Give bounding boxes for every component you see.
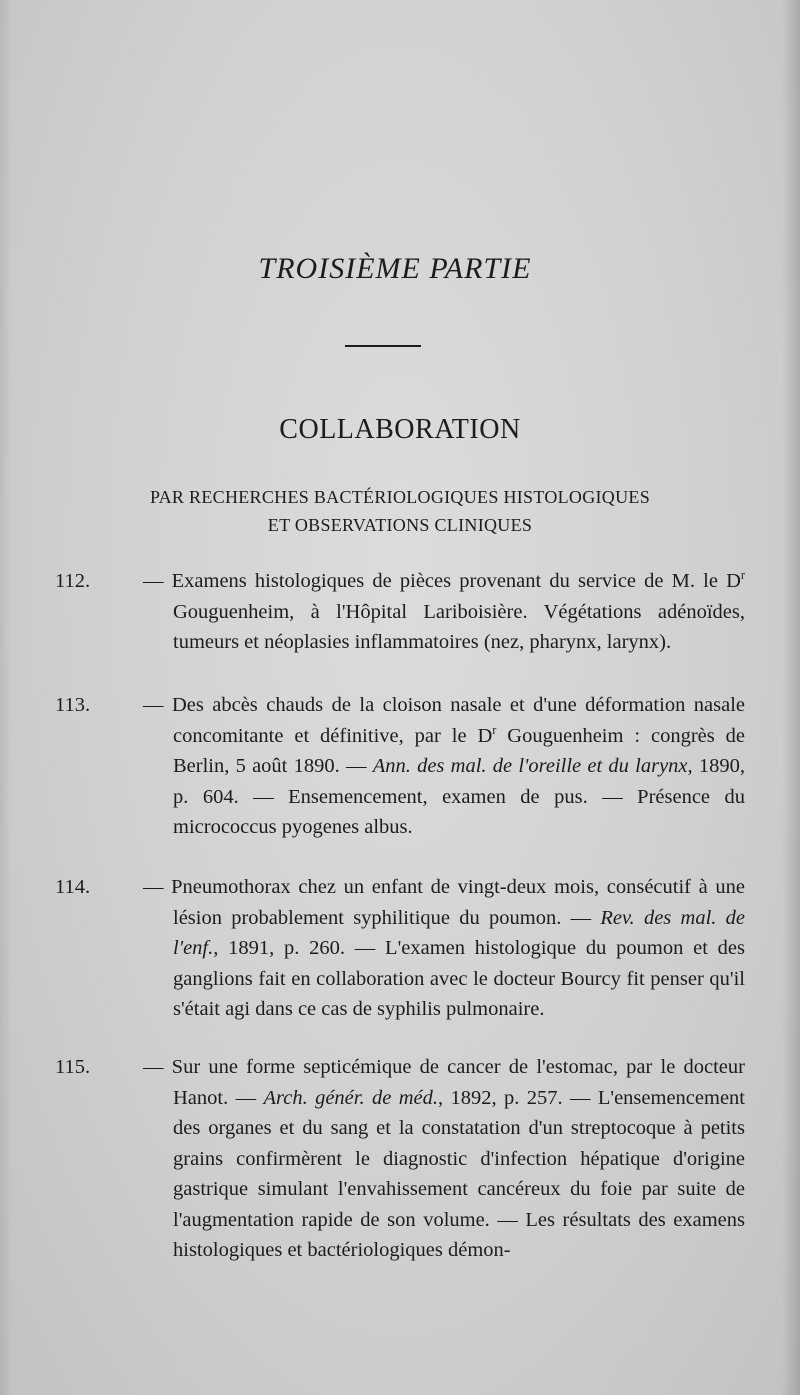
journal-citation: Arch. génér. de méd. — [263, 1086, 438, 1109]
title-divider — [345, 345, 421, 347]
entry-text-part: Gouguenheim, à l'Hôpital Lariboisière. Végétations adénoïdes, tumeurs et néoplasies inflammatoires (nez, pharynx, larynx). — [173, 600, 745, 653]
entry-text-part: , 1890, p. 604. — Ensemencement, examen de pus. — Présence du micrococcus pyogenes albus. — [173, 755, 745, 838]
page-shadow-left — [0, 0, 12, 1395]
entry-text-part: — Sur une forme septicémique de cancer de l'estomac, par le docteur Hanot. — — [143, 1056, 745, 1109]
part-title: TROISIÈME PARTIE — [258, 252, 532, 285]
entry-superscript: r — [740, 568, 745, 583]
entry-number: 112. — [55, 570, 91, 592]
entry-text-part: Gouguenheim : congrès de Berlin, 5 août 1890. — — [173, 724, 745, 777]
journal-citation: Ann. des mal. de l'oreille et du larynx — [372, 755, 688, 777]
entry-number: 115. — [55, 1056, 91, 1078]
entry-text — [55, 690, 745, 843]
entry-superscript: r — [492, 722, 497, 737]
entry-text-part: , 1892, p. 257. — L'ensemencement des organes et du sang et la constatation d'un streptocoque à petits grains confirmèrent le diagnostic d'infection hépatique d'origine gastrique simulant l'envahissement cancéreux du foie par suite de l'augmentation rapide de son volume. — Les résultats des examens histologiques et bactériologiques démon- — [173, 1086, 745, 1261]
section-subtitle — [60, 483, 740, 539]
bibliography-entry-112 — [55, 566, 745, 658]
entry-number: 113. — [55, 694, 91, 716]
entry-text — [55, 1052, 745, 1266]
subtitle-line-1: PAR RECHERCHES BACTÉRIOLOGIQUES HISTOLOGIQUES — [149, 487, 651, 507]
entry-text-part: — Examens histologiques de pièces provenant du service de M. le D — [143, 570, 741, 592]
bibliography-entry-115 — [55, 1052, 745, 1266]
bibliography-entry-114 — [55, 872, 745, 1025]
subtitle-line-2: ET OBSERVATIONS CLINIQUES — [267, 515, 533, 535]
entry-text — [55, 566, 745, 658]
entry-text — [55, 872, 745, 1025]
section-title: COLLABORATION — [279, 414, 521, 445]
bibliography-entry-113 — [55, 690, 745, 843]
entry-text-part: — Pneumothorax chez un enfant de vingt-deux mois, consécutif à une lésion probablement syphilitique du poumon. — — [143, 876, 745, 929]
page-shadow-right — [782, 0, 800, 1395]
entry-number: 114. — [55, 876, 91, 898]
journal-citation: Rev. des mal. de l'enf. — [173, 906, 746, 959]
entry-text-part: , 1891, p. 260. — L'examen histologique du poumon et des ganglions fait en collaboration avec le docteur Bourcy fit penser qu'il s'était agi dans ce cas de syphilis pulmonaire. — [173, 937, 745, 1020]
entry-text-part: — Des abcès chauds de la cloison nasale et d'une déformation nasale concomitante et définitive, par le D — [143, 694, 745, 747]
